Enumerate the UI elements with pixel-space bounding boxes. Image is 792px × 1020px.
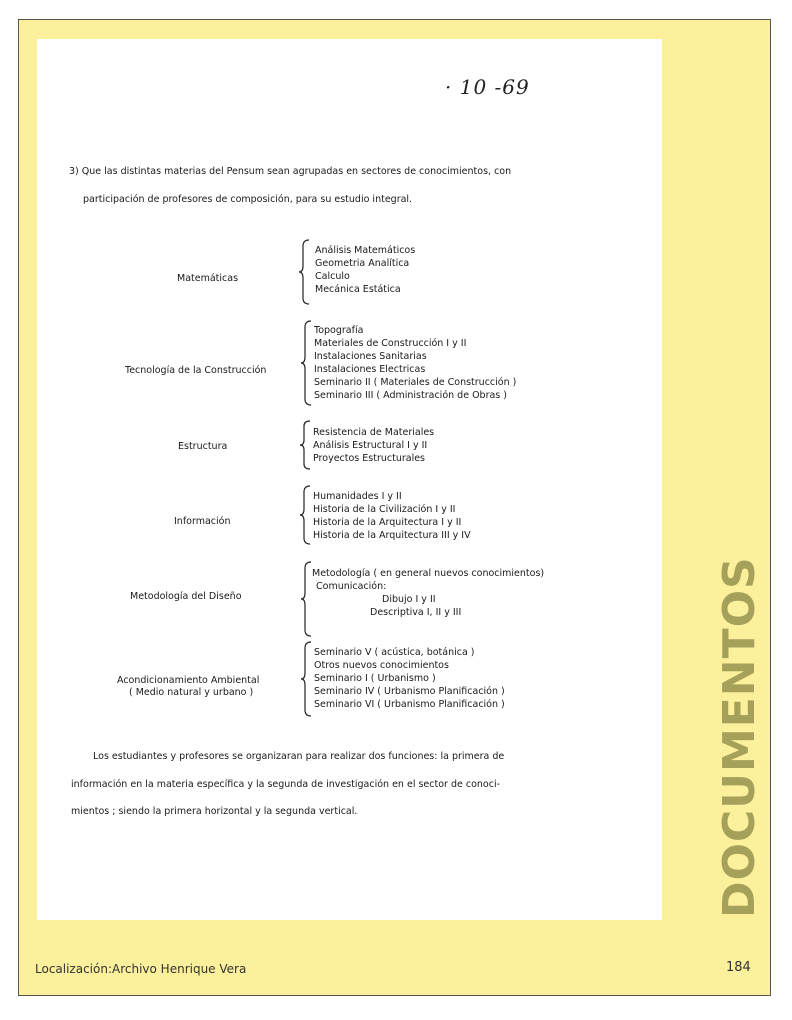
list-item: Metodología ( en general nuevos conocimientos): [312, 568, 545, 579]
side-title: DOCUMENTOS: [714, 556, 765, 918]
list-item: Instalaciones Sanitarias: [314, 351, 427, 362]
list-item: Descriptiva I, II y III: [370, 607, 462, 618]
category-matematicas: Matemáticas: [177, 273, 239, 284]
scanned-page: [37, 39, 662, 920]
list-item: Seminario II ( Materiales de Construcción ): [314, 377, 517, 388]
items-tecnologia: [314, 324, 516, 402]
list-item: Proyectos Estructurales: [313, 453, 426, 464]
list-item: Instalaciones Electricas: [314, 364, 426, 375]
list-item: Mecánica Estática: [315, 284, 401, 295]
category-acondicionamiento-sub: ( Medio natural y urbano ): [129, 687, 254, 698]
handwritten-note: · 10 -69: [445, 75, 530, 99]
point3-line1: 3) Que las distintas materias del Pensum sean agrupadas en sectores de conocimientos, con: [69, 166, 512, 177]
category-metodologia: Metodología del Diseño: [130, 591, 242, 602]
list-item: Materiales de Construcción I y II: [314, 338, 467, 349]
list-item: Seminario III ( Administración de Obras ): [314, 390, 507, 401]
list-item: Otros nuevos conocimientos: [314, 660, 449, 671]
list-item: Humanidades I y II: [313, 491, 402, 502]
list-item: Resistencia de Materiales: [313, 427, 435, 438]
page-number: 184: [726, 960, 751, 975]
closing-line3: mientos ; siendo la primera horizontal y la segunda vertical.: [71, 806, 358, 817]
items-acondicionamiento: [314, 646, 505, 711]
list-item: Comunicación:: [316, 581, 387, 592]
list-item: Geometria Analítica: [315, 258, 410, 269]
list-item: Seminario I ( Urbanismo ): [314, 673, 436, 684]
category-acondicionamiento: Acondicionamiento Ambiental: [117, 675, 260, 686]
list-item: Calculo: [315, 271, 350, 282]
closing-line1: Los estudiantes y profesores se organizaran para realizar dos funciones: la primera de: [93, 751, 505, 762]
items-matematicas: [315, 244, 415, 296]
curly-brace: [300, 485, 312, 545]
curly-brace: [301, 641, 313, 717]
category-estructura: Estructura: [178, 441, 228, 452]
items-estructura: [313, 426, 434, 465]
list-item: Seminario IV ( Urbanismo Planificación ): [314, 686, 505, 697]
point3-line2: participación de profesores de composición, para su estudio integral.: [83, 194, 413, 205]
category-tecnologia: Tecnología de la Construcción: [125, 365, 267, 376]
list-item: Historia de la Civilización I y II: [313, 504, 456, 515]
items-metodologia: [312, 567, 544, 619]
curly-brace: [299, 239, 311, 305]
source-caption: Localización:Archivo Henrique Vera: [35, 962, 247, 976]
category-informacion: Información: [174, 516, 231, 527]
closing-line2: información en la materia específica y la segunda de investigación en el sector de conoci-: [71, 779, 501, 790]
list-item: Historia de la Arquitectura III y IV: [313, 530, 471, 541]
list-item: Topografía: [314, 325, 364, 336]
list-item: Análisis Estructural I y II: [313, 440, 428, 451]
curly-brace: [300, 420, 312, 470]
list-item: Historia de la Arquitectura I y II: [313, 517, 462, 528]
list-item: Seminario V ( acústica, botánica ): [314, 647, 475, 658]
items-informacion: [313, 490, 471, 542]
list-item: Seminario VI ( Urbanismo Planificación ): [314, 699, 505, 710]
list-item: Análisis Matemáticos: [315, 245, 416, 256]
list-item: Dibujo I y II: [382, 594, 436, 605]
curly-brace: [301, 320, 313, 406]
